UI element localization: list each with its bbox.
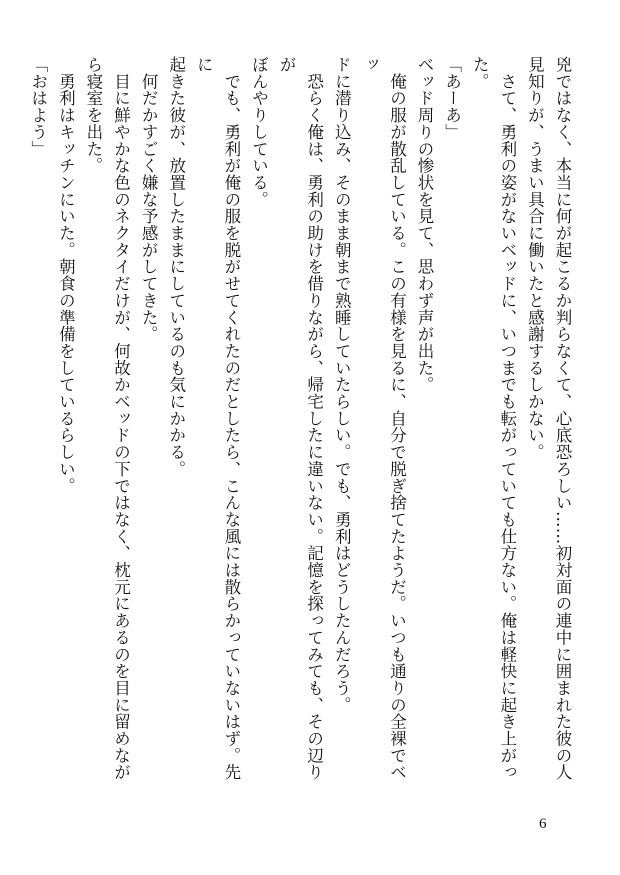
text-line: 「あーあ」 (442, 56, 462, 141)
vertical-text-body (24, 56, 576, 796)
text-line: ドに潜り込み、そのまま朝まで熟睡していたらしい。でも、勇利はどうしたんだろう。 (332, 56, 352, 714)
text-line: でも、勇利が俺の服を脱がせてくれたのだとしたら、こんな風には散らかっていないはず。先に (194, 56, 241, 781)
text-line: 恐らく俺は、勇利の助けを借りながら、帰宅したに違いない。記憶を探ってみても、その辺りが (277, 56, 324, 781)
text-line: 目に鮮やかな色のネクタイだけが、何故かベッドの下ではなく、枕元にあるのを目に留めなが (111, 56, 131, 781)
text-line: ら寝室を出た。 (83, 56, 103, 174)
text-line: 起きた彼が、放置したままにしているのも気にかかる。 (166, 56, 186, 478)
text-line: 何だかすごく嫌な予感がしてきた。 (139, 56, 159, 343)
text-line: 「おはよう」 (28, 56, 48, 158)
text-line: ぼんやりしている。 (249, 56, 269, 208)
text-line: 俺の服が散乱している。この有様を見るに、自分で脱ぎ捨てたようだ。いつも通りの全裸でベッ (359, 56, 407, 781)
text-line: ベッド周りの惨状を見て、思わず声が出た。 (415, 56, 435, 393)
text-line: 勇利はキッチンにいた。朝食の準備をしているらしい。 (56, 56, 76, 495)
page-number: 6 (539, 816, 547, 832)
text-line: 兇ではなく、本当に何が起こるか判らなくて、心底恐ろしい……初対面の連中に囲まれた彼の人 (553, 56, 572, 781)
text-line: 見知りが、うまい具合に働いたと感謝するしかない。 (525, 56, 545, 461)
text-line: さて、勇利の姿がないベッドに、いつまでも転がっていても仕方ない。俺は軽快に起き上がっ (497, 56, 517, 781)
text-line: た。 (470, 56, 490, 90)
